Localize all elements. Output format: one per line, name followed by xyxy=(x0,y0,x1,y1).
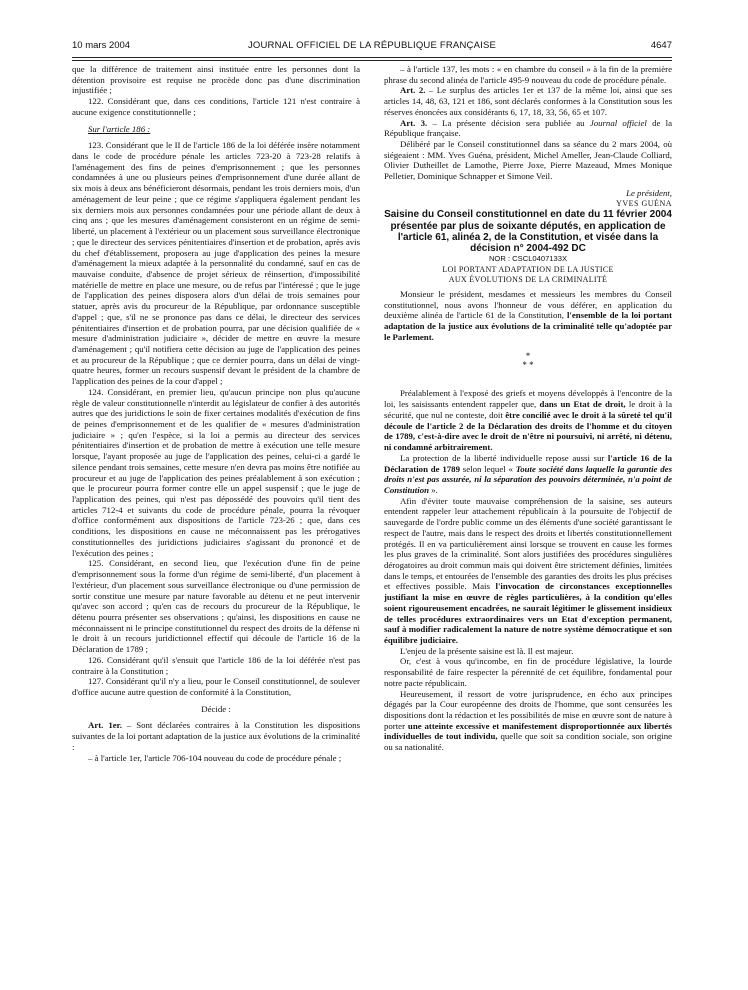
bold-text: dans un Etat de droit, xyxy=(539,399,626,410)
grief-paragraph-1 xyxy=(384,388,672,452)
intro-text: Monsieur le président, mesdames et messieurs les membres du Conseil constitutionnel, nous avons l'honneur de vous déférer, en application du deuxième alinéa de l'article 61 de la Constitution, xyxy=(384,288,672,321)
signature-title: Le président, xyxy=(626,187,672,198)
paragraph-124: 124. Considérant, en premier lieu, qu'aucun principe non plus qu'aucune règle de valeur constitutionnelle n'interdit au législateur de confier à des autorités autres que des juridictions le soin de fixer certaines modalités d'exécution de fins de peines d'emprisonnement et de les qualifier de « mesures d'administration judiciaire » ; qu'en l'espèce, si la loi a permis au directeur des services pénitentiaires d'insertion et de probation de mettre à exécution une telle mesure lorsque, l'ayant proposée au juge de l'application des peines, celui-ci a gardé le silence pendant trois semaines, cette mesure n'en devra pas moins être notifiée au procureur et au juge de l'application des peines préalablement à son exécution ; que le procureur pourra former contre elle un appel suspensif ; que le juge de l'application des peines, qui n'est pas dépossédé des pouvoirs qu'il tient des articles 712-4 et suivants du code de procédure pénale, pourra la révoquer d'office conformément aux dispositions de l'article 723-26 ; que, dans ces conditions, les dispositions en cause ne méconnaissent pas les prérogatives constitutionnelles des juridictions judiciaires s'agissant du prononcé et de l'exécution des peines ; xyxy=(72,386,360,558)
law-title-line-2: AUX ÉVOLUTIONS DE LA CRIMINALITÉ xyxy=(448,274,608,284)
article-3 xyxy=(384,118,672,139)
text: Préalablement à l'exposé des griefs et moyens développés à l'encontre de la loi, les saisissants entendent rappeler que, xyxy=(384,388,672,410)
right-column xyxy=(384,64,672,753)
journal-officiel-italic: Journal officiel xyxy=(589,117,647,128)
separator-stars-bottom: * * xyxy=(522,360,534,371)
article-1-item-2: – à l'article 137, les mots : « en chambre du conseil » à la fin de la première phrase du second alinéa de l'article 495-9 nouveau du code de procédure pénale. xyxy=(384,64,672,85)
text: ». xyxy=(429,484,438,495)
decide-heading: Décide : xyxy=(201,703,231,714)
text: quelle que soit sa condition sociale, son origine ou sa nationalité. xyxy=(384,731,672,753)
section-separator xyxy=(384,352,672,370)
heading-text: Sur l'article 186 : xyxy=(88,123,151,134)
article-2-label: Art. 2. xyxy=(400,85,426,96)
text: Heureusement, il ressort de votre jurisprudence, en écho aux principes dégagés par la Cour européenne des droits de l'homme, que sont censurées les dispositions dont la rédaction et les possibilités de mise en œuvre sont de nature à porter xyxy=(384,688,672,731)
bold-text: une atteinte excessive et manifestement disproportionnée aux libertés individuelles de tout individu, xyxy=(384,720,672,742)
grief-paragraph-4: L'enjeu de la présente saisine est là. Il est majeur. xyxy=(400,645,574,656)
saisine-title: Saisine du Conseil constitutionnel en date du 11 février 2004 présentée par plus de soixante députés, en application de l'article 61, alinéa 2, de la Constitution, et visée dans la décision n° 2004-492 DC xyxy=(384,209,672,254)
bold-italic-quote: Toute société dans laquelle la garantie des droits n'est pas assurée, ni la séparation des pouvoirs déterminée, n'a point de Constitution xyxy=(384,463,672,495)
header-rule-top xyxy=(72,57,672,58)
page-header xyxy=(72,40,672,54)
grief-paragraph-5: Or, c'est à vous qu'incombe, en fin de procédure législative, la lourde responsabilité de faire respecter la pérennité de cet équilibre, fondamental pour notre pacte républicain. xyxy=(384,656,672,688)
article-1-text: – Sont déclarées contraires à la Constitution les dispositions suivantes de la loi portant adaptation de la justice aux évolutions de la criminalité : xyxy=(72,720,360,752)
separator-star-top: * xyxy=(525,351,531,362)
bold-text: l'article 16 de la Déclaration de 1789 xyxy=(384,452,672,474)
paragraph: que la différence de traitement ainsi instituée entre les personnes dont la détention provisoire est requise ne procède donc pas d'une discrimination injustifiée ; xyxy=(72,64,360,96)
article-2 xyxy=(384,85,672,117)
section-heading-article-186 xyxy=(72,124,360,135)
text: le droit à la sécurité, que nul ne conteste, doit xyxy=(384,399,672,420)
text: selon lequel « xyxy=(459,463,516,474)
deliberation: Délibéré par le Conseil constitutionnel dans sa séance du 2 mars 2004, où siégeaient : MM. Yves Guéna, président, Michel Ameller, Jean-Claude Colliard, Olivier Dutheillet de Lamothe, Pierre Joxe, Pierre Mazeaud, Mmes Monique Pelletier, Dominique Schnapper et Simone Veil. xyxy=(384,139,672,182)
grief-paragraph-3 xyxy=(384,496,672,646)
nor-reference: NOR : CSCL0407133X xyxy=(488,254,568,264)
paragraph-127: 127. Considérant qu'il n'y a lieu, pour le Conseil constitutionnel, de soulever d'office aucune autre question de conformité à la Constitution, xyxy=(72,676,360,697)
text: La protection de la liberté individuelle repose aussi sur xyxy=(400,452,608,463)
article-1 xyxy=(72,720,360,752)
page-number: 4647 xyxy=(650,40,672,51)
article-2-text: – Le surplus des articles 1er et 137 de la même loi, ainsi que ses articles 14, 48, 63, 121 et 186, sont déclarés conformes à la Constitution sous les réserves énoncées aux considérants 6, 17, 18, 33, 56, 65 et 107. xyxy=(384,85,672,117)
article-3-text-b: de la République française. xyxy=(384,117,672,139)
paragraph-123: 123. Considérant que le II de l'article 186 de la loi déférée insère notamment dans le code de procédure pénale les articles 723-20 à 723-28 relatifs à l'aménagement des fins de peines d'emprisonnement ; que les personnes condamnées à une ou plusieurs peines d'emprisonnement d'une durée allant de six mois à deux ans bénéficieront désormais, pendant les trois derniers mois, d'un aménagement de leur peine ; que ce régime s'appliquera également pendant les six derniers mois aux personnes condamnées pour une période allant de deux à cinq ans ; que les mesures d'aménagement consisteront en un régime de semi-liberté, un placement à l'extérieur ou un placement sous surveillance électronique ; que le directeur des services pénitentiaires d'insertion et de probation, après avis du chef d'établissement, proposera au juge d'application des peines la mesure d'aménagement la mieux adaptée à la personnalité du condamné, sauf en cas de mauvaise conduite, d'absence de projet sérieux de réinsertion, d'impossibilité matérielle de mettre en place une mesure, ou de refus par l'intéressé ; que le juge de l'application des peines disposera alors d'un délai de trois semaines pour statuer, après avis du procureur de la République, par ordonnance susceptible d'appel ; que, s'il ne se prononce pas dans ce délai, le directeur des services pénitentiaires d'insertion et de probation pourra, par une décision qualifiée de « mesure d'administration judiciaire », décider de mettre en œuvre la mesure d'aménagement ; qu'il notifiera cette décision au juge de l'application des peines et au procureur de la République ; que ce dernier pourra, dans un délai de vingt-quatre heures, former un recours suspensif devant le président de la chambre de l'application des peines de la cour d'appel ; xyxy=(72,140,360,387)
bold-text: l'invocation de circonstances exceptionnelles justifiant la mise en œuvre de règles particulières, à la condition qu'elles soient rigoureusement encadrées, ne saurait légitimer le glissement insidieux de telles procédures extraordinaires vers un Etat d'exception permanent, sauf à modifier radicalement la nature de notre système démocratique et son équilibre judiciaire. xyxy=(384,581,672,645)
left-column xyxy=(72,64,360,763)
bold-text: être concilié avec le droit à la sûreté tel qu'il découle de l'article 2 de la Déclaration des droits de l'homme et du citoyen de 1789, c'est-à-dire avec le droit de n'être ni poursuivi, ni arrêté, ni détenu, ni condamné arbitrairement. xyxy=(384,409,672,453)
grief-paragraph-6 xyxy=(384,689,672,753)
paragraph-125: 125. Considérant, en second lieu, que l'exécution d'une fin de peine d'emprisonnement sous la forme d'un régime de semi-liberté, d'un placement à l'extérieur, d'un placement sous surveillance électronique ou d'une permission de sortir constitue une mesure par nature favorable au détenu et ne peut intervenir qu'avec son accord ; qu'en cas de recours du procureur de la République, le détenu pourra présenter ses observations ; qu'ainsi, les dispositions en cause ne méconnaissent ni le principe constitutionnel du respect des droits de la défense ni le droit à un recours juridictionnel effectif qui découle de l'article 16 de la Déclaration de 1789 ; xyxy=(72,558,360,655)
intro-paragraph xyxy=(384,289,672,343)
header-rule-bottom xyxy=(72,60,672,61)
intro-bold: l'ensemble de la loi portant adaptation de la justice aux évolutions de la criminalité telle qu'adoptée par le Parlement. xyxy=(384,310,672,342)
signature-name: YVES GUÉNA xyxy=(616,198,672,208)
issue-date: 10 mars 2004 xyxy=(72,40,131,51)
article-3-text-a: – La présente décision sera publiée au xyxy=(427,117,590,128)
journal-title: JOURNAL OFFICIEL DE LA RÉPUBLIQUE FRANÇAISE xyxy=(247,40,497,51)
article-1-label: Art. 1er. xyxy=(88,720,122,731)
text: Afin d'éviter toute mauvaise compréhension de la saisine, ses auteurs entendent rappeler leur attachement républicain à la poursuite de l'objectif de sauvegarde de l'ordre public comme un des éléments d'une société garantissant le respect de l'autre, mais dans le respect des droits et libertés constitutionnellement protégés. Il en va particulièrement ainsi lorsque se trouvent en cause les formes les plus graves de la criminalité. Sont alors justifiées des procédures singulières dérogatoires au droit commun mais qui doivent être strictement définies, limitées dans le temps, et entourées de l'ensemble des garanties des droits les plus précises et effectives possible. Mais xyxy=(384,495,672,592)
law-title-line-1: LOI PORTANT ADAPTATION DE LA JUSTICE xyxy=(442,264,614,274)
article-1-item: – à l'article 1er, l'article 706-104 nouveau du code de procédure pénale ; xyxy=(88,752,342,763)
grief-paragraph-2 xyxy=(384,453,672,496)
paragraph-122: 122. Considérant que, dans ces conditions, l'article 121 n'est contraire à aucune exigence constitutionnelle ; xyxy=(72,96,360,117)
article-3-label: Art. 3. xyxy=(400,117,428,128)
paragraph-126: 126. Considérant qu'il s'ensuit que l'article 186 de la loi déférée n'est pas contraire à la Constitution ; xyxy=(72,654,360,676)
